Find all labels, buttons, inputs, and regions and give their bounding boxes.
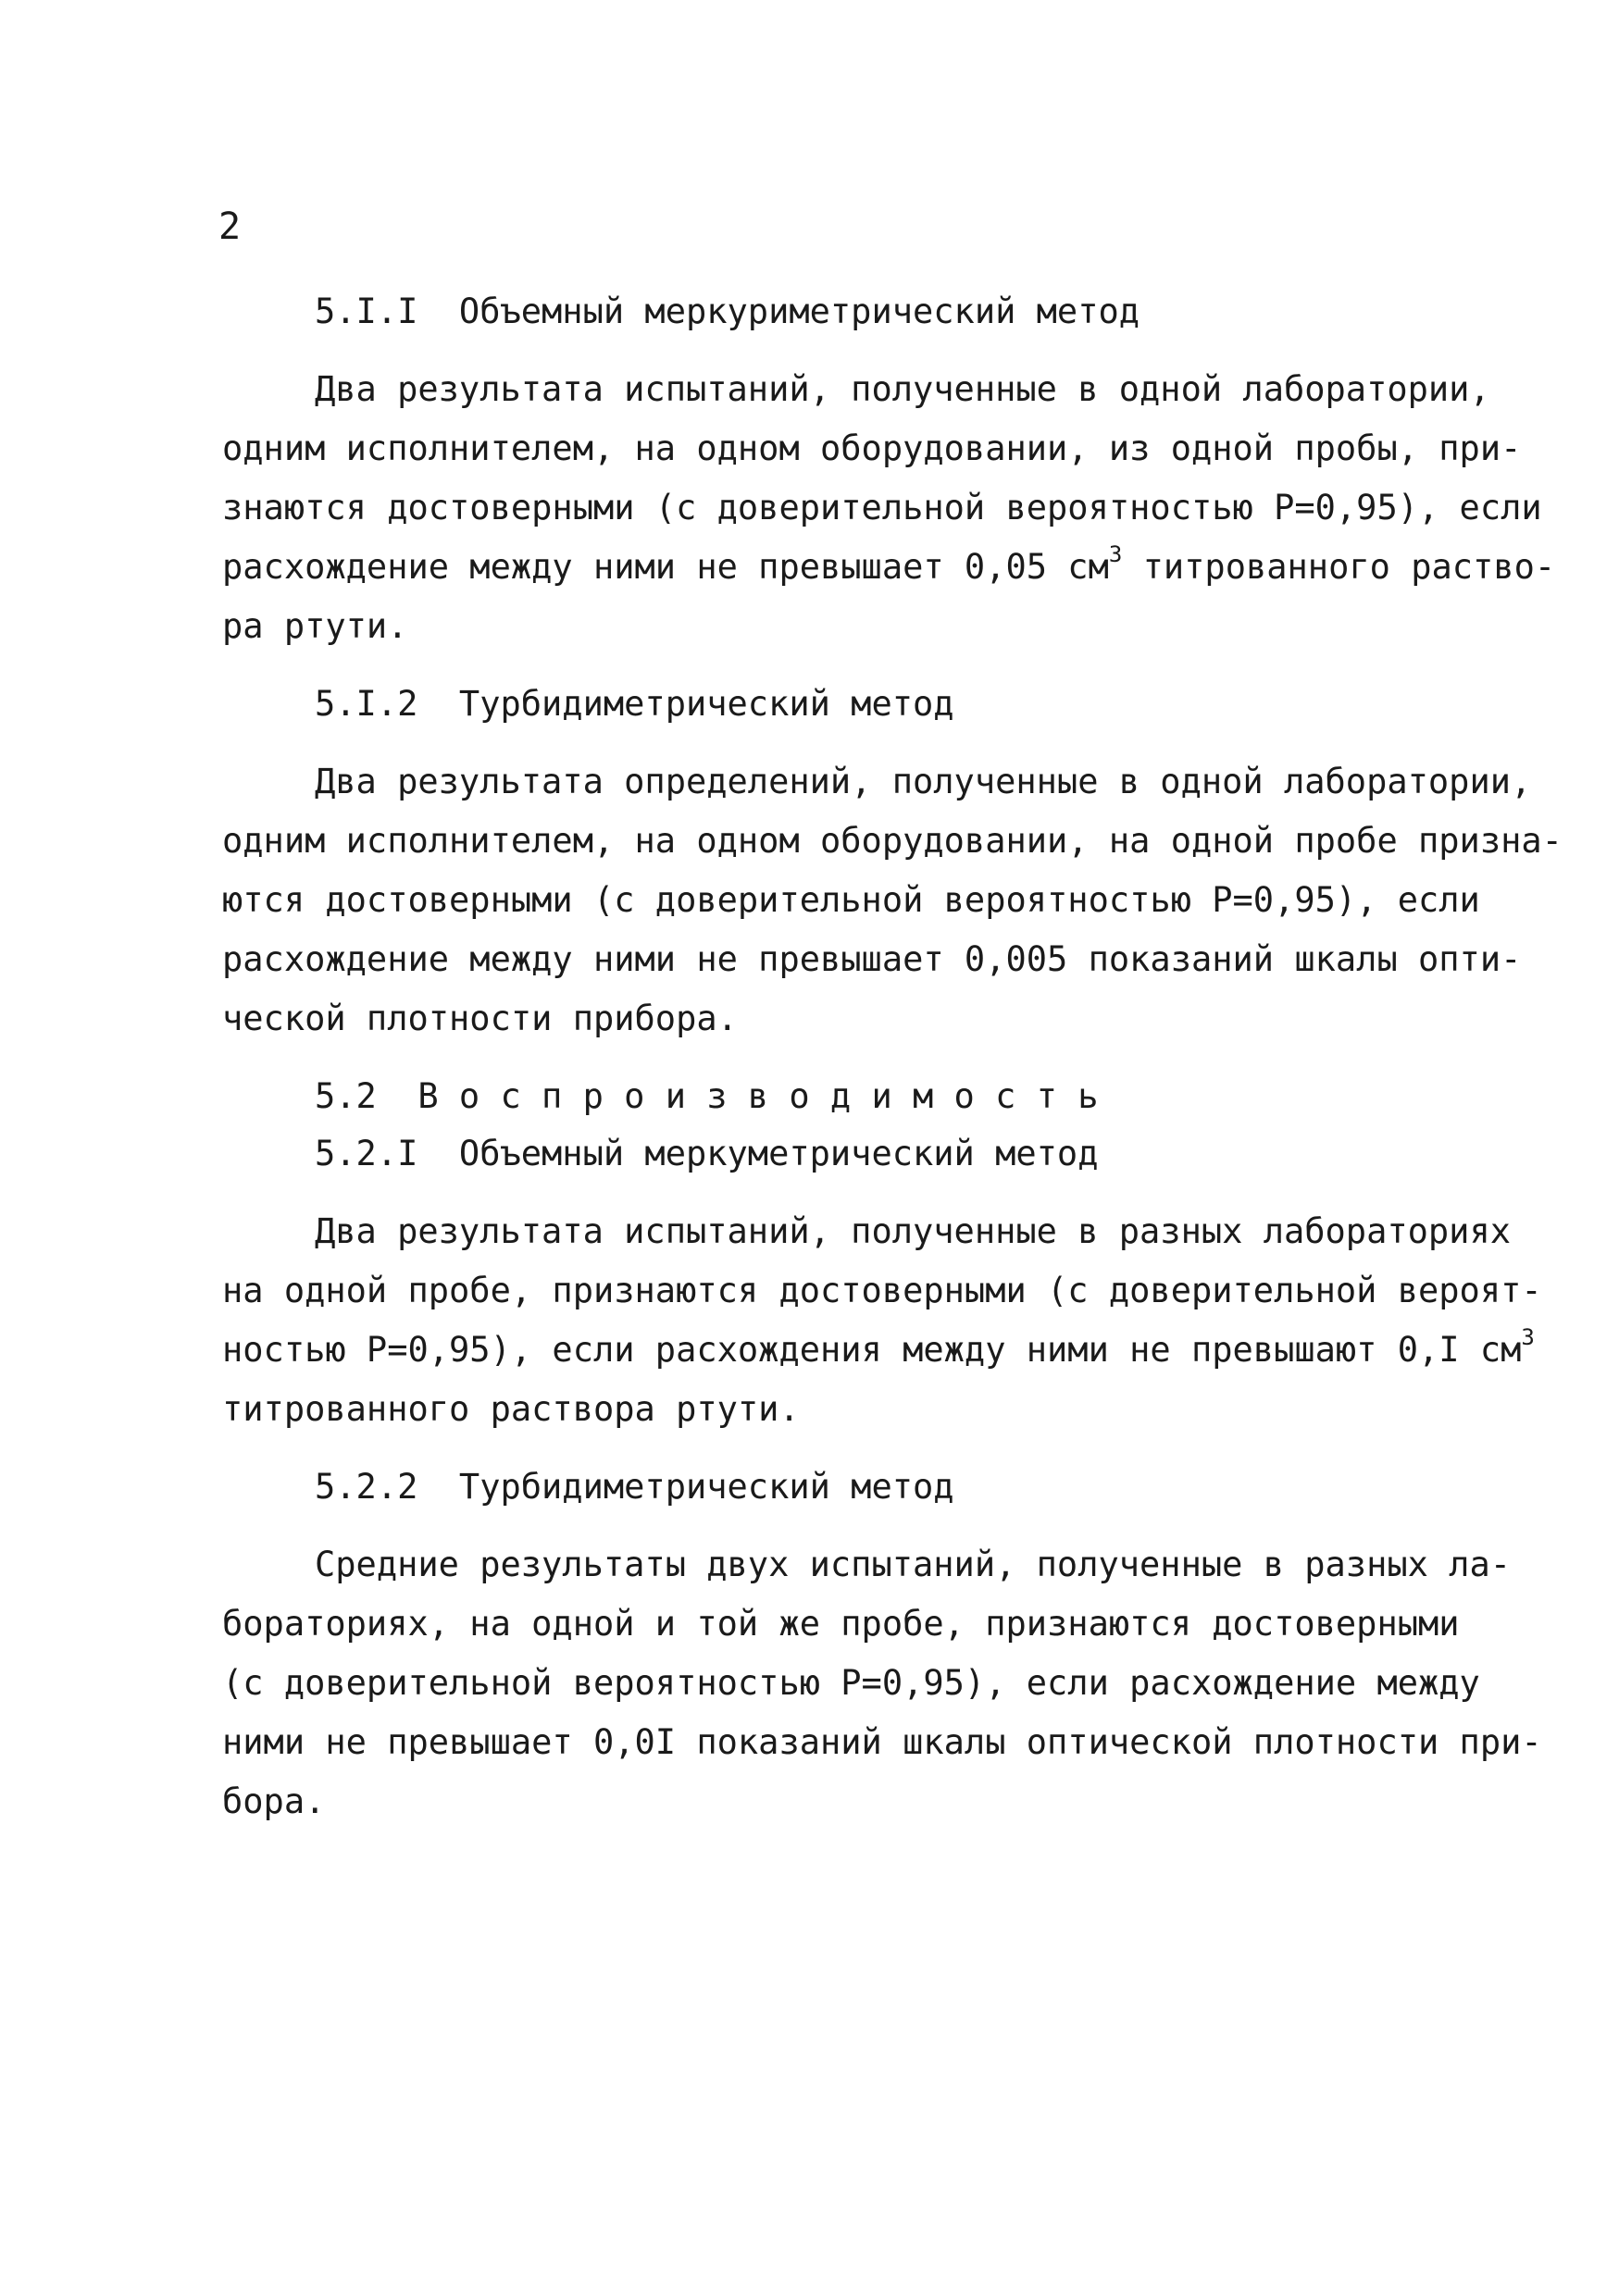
paragraph-line: одним исполнителем, на одном оборудовании, на одной пробе призна- — [222, 821, 1563, 861]
paragraph-line: (с доверительной вероятностью P=0,95), если расхождение между — [222, 1663, 1480, 1703]
paragraph-line: на одной пробе, признаются достоверными (с доверительной вероят- — [222, 1271, 1542, 1310]
paragraph-line: бораториях, на одной и той же пробе, признаются достоверными — [222, 1604, 1460, 1644]
paragraph-line: ческой плотности прибора. — [222, 999, 738, 1038]
paragraph-line: знаются достоверными (с доверительной вероятностью P=0,95), если — [222, 488, 1542, 527]
paragraph-line: ются достоверными (с доверительной вероятностью P=0,95), если — [222, 880, 1480, 920]
paragraph-line: Средние результаты двух испытаний, полученные в разных ла- — [315, 1545, 1512, 1584]
paragraph-line: одним исполнителем, на одном оборудовании, из одной пробы, при- — [222, 428, 1522, 468]
paragraph-line: Два результата испытаний, полученные в разных лабораториях — [315, 1211, 1512, 1251]
text-run: титрованного раство- — [1122, 547, 1556, 587]
paragraph-line: Два результата испытаний, полученные в одной лаборатории, — [315, 369, 1490, 409]
paragraph-line: титрованного раствора ртути. — [222, 1389, 800, 1429]
section-heading-5-2-1: 5.2.I Объемный меркуметрический метод — [315, 1134, 1099, 1173]
text-run: расхождение между ними не превышает 0,05 см — [222, 547, 1109, 587]
paragraph-line: Два результата определений, полученные в одной лаборатории, — [315, 762, 1532, 801]
superscript: 3 — [1521, 1324, 1535, 1350]
paragraph-line — [222, 541, 1556, 587]
paragraph-line: расхождение между ними не превышает 0,005 показаний шкалы опти- — [222, 939, 1522, 979]
section-heading-5-2: 5.2 В о с п р о и з в о д и м о с т ь — [315, 1076, 1099, 1116]
section-heading-5-1-2: 5.I.2 Турбидиметрический метод — [315, 684, 954, 724]
paragraph-line: ними не превышает 0,0I показаний шкалы оптической плотности при- — [222, 1722, 1542, 1762]
paragraph-line: ра ртути. — [222, 606, 408, 646]
section-heading-5-1-1: 5.I.I Объемный меркуриметрический метод — [315, 292, 1140, 331]
superscript: 3 — [1108, 541, 1123, 567]
paragraph-line — [222, 1324, 1535, 1370]
paragraph-line: бора. — [222, 1781, 326, 1821]
page-number: 2 — [218, 205, 242, 248]
section-heading-5-2-2: 5.2.2 Турбидиметрический метод — [315, 1467, 954, 1507]
text-run: ностью P=0,95), если расхождения между ними не превышают 0,I см — [222, 1330, 1522, 1370]
